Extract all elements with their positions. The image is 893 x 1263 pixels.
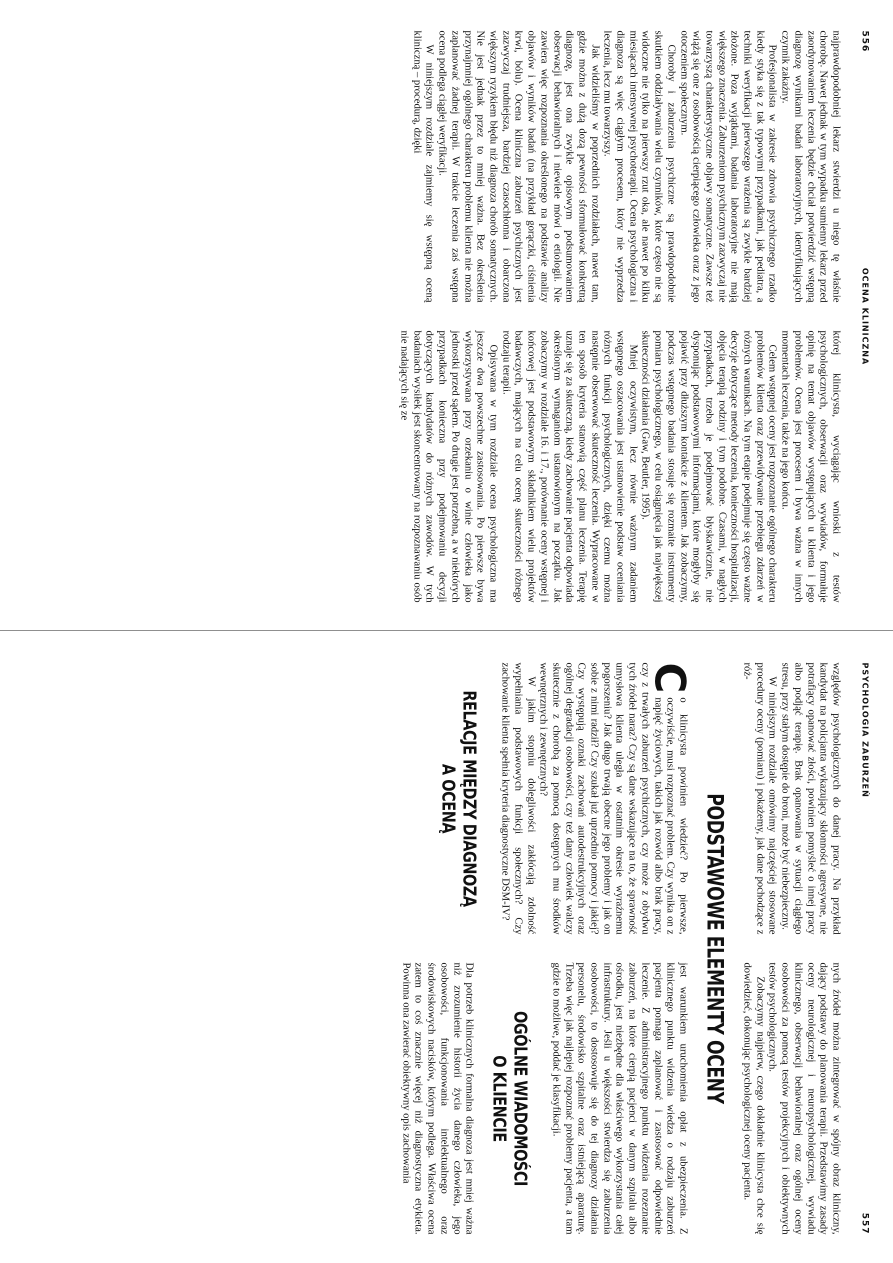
running-head: OCENA KLINICZNA bbox=[860, 267, 869, 365]
section-title: PODSTAWOWE ELEMENTY OCENY bbox=[701, 792, 726, 1104]
page-557 bbox=[0, 632, 893, 1263]
section-title-block bbox=[687, 662, 743, 1234]
column-left-top bbox=[739, 662, 841, 934]
paragraph: najprawdopodobniej lekarz stwierdzi u niego tę właśnie chorobę. Nawet jednak w tym wypadku sumienny lekarz przed zaordynowaniem leczenia będzie chciał potwierdzić wstępną diagnozę wynikami badań laboratoryjnych, identyfikujących czynnik zakaźny. bbox=[779, 30, 841, 302]
paragraph: nych źródeł można zintegrować w spójny obraz kliniczny, dający podstawy do planowania terapii. Przedstawimy zasady oceny neurologicznej i neuropsychologicznej, wywiadu klinicznego, obserwacji behawioralnej oraz ogólnej oceny osobowości za pomocą testów projekcyjnych i obiektywnych testów psychologicznych. bbox=[766, 962, 841, 1234]
subsection-title-line: A OCENĄ bbox=[437, 763, 459, 833]
column-left-bottom bbox=[423, 662, 694, 934]
page-header bbox=[853, 30, 869, 602]
paragraph: Profesjonalista w zakresie zdrowia psychicznego rzadko kiedy styka się z tak typowymi przypadkami, jak pediatra, a techniki weryfikacji pierwszego wrażenia są zwykle bardziej złożone. Poza wyjątkami, badania laboratoryjne nie mają większego znaczenia. Zaburzeniom psychicznym zazwyczaj nie towarzyszą charakterystyczne objawy somatyczne. Zawsze też wiążą się one z osobowością cierpiącego człowieka oraz z jego otoczeniem społecznym. bbox=[677, 30, 778, 302]
subsection-title bbox=[488, 989, 530, 1207]
page-divider bbox=[0, 630, 893, 631]
paragraph: Jak widzieliśmy w poprzednich rozdziałach, nawet tam, gdzie można z dużą dozą pewności sformułować konkretną diagnozę, jest ona zwykle opisowym podsumowaniem obserwacji behawioralnych i niewiele mówi o etiologii. Nie zawiera więc rozpoznania określonego na podstawie analizy objawów i wyników badań (na przykład gorączki, ciśnienia krwi, bólu). Ocena kliniczna zaburzeń psychicznych jest zazwyczaj trudniejsza, bardziej czasochłonna i obarczona większym ryzykiem błędu niż diagnoza chorób somatycznych. Nie jest jednak przez to mniej ważna. Bez określenia przynajmniej ogólnego charakteru problemu klienta nie można zaplanować żadnej terapii. W trakcie leczenia zaś wstępna ocena podlega ciągłej weryfikacji. bbox=[436, 30, 600, 302]
paragraph: Choroby i zaburzenia psychiczne są prawdopodobnie skutkiem oddziaływania wielu czynników, które często nie są widoczne nie tylko na pierwszy rzut oka, ale nawet po kilku miesiącach intensywnej psychoterapii. Ocena psychologiczna i diagnoza są więc ciągłym procesem, który nie wyprzedza leczenia, lecz mu towarzyszy. bbox=[601, 30, 676, 302]
page-number: 557 bbox=[859, 1212, 869, 1234]
paragraph bbox=[536, 662, 694, 934]
subsection-title-line: RELACJE MIĘDZY DIAGNOZĄ bbox=[458, 689, 480, 907]
paragraph: W niniejszym rozdziale omówimy najczęściej stosowane procedury oceny (pomiaru) i pokażemy, jak dane pochodzące z róż- bbox=[741, 662, 778, 934]
subsection-title-line: OGÓLNE WIADOMOŚCI bbox=[509, 1010, 531, 1186]
paragraph: jest warunkiem uruchomienia opłat z ubezpieczenia. Z klinicznego punktu widzenia wiedza o rodzaju zaburzeń pacjenta pomaga zaplanować i zastosować odpowiednie leczenie. Z administracyjnego punktu widzenia rozeznanie zaburzeń, na które cierpią pacjenci w danym szpitalu albo ośrodku, jest niezbędne dla właściwego wykorzystania całej infrastruktury. Jeśli u większości stwierdza się zaburzenia osobowości, to dostosowuje się do tej diagnozy działania personelu, środowisko szpitalne oraz istniejącą aparaturę. Trzeba więc jak najlepiej rozpoznać problemy pacjenta, a tam gdzie to możliwe, poddać je klasyfikacji. bbox=[549, 962, 688, 1234]
paragraph: W jakim stopniu dolegliwości zakłócają zdolność wypełniania podstawowych funkcji społecznych? Czy zachowanie klienta spełnia kryteria diagnostyczne DSM-IV? bbox=[499, 662, 536, 934]
paragraph: Opisywana w tym rozdziale ocena psychologiczna ma jeszcze dwa powszechne zastosowania. Po pierwsze bywa wykorzystywana przy orzekaniu o winie człowieka jako jednostki przed sądem. Po drugie jest potrzebna, a w niektórych przypadkach konieczna przy podejmowaniu decyzji dotyczących kandydatów do różnych zawodów. W tych badaniach wysiłek jest skoncentrowany na rozpoznawaniu osób nie nadających się ze bbox=[398, 330, 499, 602]
paragraph: Mniej oczywistym, lecz równie ważnym zadaniem wstępnego oszacowania jest ustanowienie podstaw oceniania różnych funkcji psychologicznych, dzięki czemu można następnie obserwować skuteczność leczenia. Wypracowane w ten sposób kryteria stanowią część planu leczenia. Terapię uznaje się za skuteczną, kiedy zachowanie pacjenta odpowiada określonym wymaganiom ustanowionym na początku. Jak zobaczymy w rozdziale 16. i 17., porównanie oceny wstępnej i końcowej jest podstawowym składnikiem wielu projektów badawczych, mających na celu ocenę skuteczności różnego rodzaju terapii. bbox=[499, 330, 638, 602]
page-number: 556 bbox=[859, 30, 869, 52]
column-left bbox=[409, 30, 841, 302]
paragraph: względów psychologicznych do danej pracy. Na przykład kandydat na policjanta wykazujący skłonności agresywne, nie potrafiący opanować złości, powinien pomyśleć o innej pracy albo podjąć terapię. Brak opanowania w sytuacji ciągłego stresu, przy stałym dostępie do broni, może być niebezpieczny. bbox=[779, 662, 841, 934]
column-right-bottom bbox=[398, 962, 688, 1234]
drop-cap: C bbox=[645, 662, 694, 693]
page-header bbox=[853, 662, 869, 1234]
paragraph: W niniejszym rozdziale zajmiemy się wstępną oceną kliniczną – procedurą, dzięki bbox=[410, 30, 435, 302]
subsection-title-line: O KLIENCIE bbox=[488, 1054, 510, 1142]
column-right-top bbox=[739, 962, 841, 1234]
subsection-title bbox=[437, 689, 479, 907]
column-right bbox=[396, 330, 841, 602]
running-head: PSYCHOLOGIA ZABURZEŃ bbox=[860, 662, 869, 798]
paragraph: Dla potrzeb klinicznych formalna diagnoza jest mniej ważna niż zrozumienie historii życia danego człowieka, jego osobowości, funkcjonowania intelektualnego oraz środowiskowych nacisków, którym podlega. Właściwa ocena zatem to coś znacznie więcej niż diagnostyczna etykieta. Powinna ona zawierać obiektywny opis zachowania bbox=[399, 962, 475, 1234]
paragraph: Celem wstępnej oceny jest rozpoznanie ogólnego charakteru problemów klienta oraz przewidywanie przebiegu zdarzeń w różnych warunkach. Na tym etapie podejmuje się często ważne decyzje dotyczące metody leczenia, konieczności hospitalizacji, objęcia terapią rodziny i tym podobne. Czasami, w nagłych przypadkach, trzeba je podejmować błyskawicznie, nie dysponując podstawowymi informacjami, które mogłyby się pojawić przy dłuższym kontakcie z klientem. Jak zobaczymy, podczas wstępnego badania stosuje się rozmaite instrumenty pomiaru psychologicznego, w celu osiągnięcia jak największej skuteczności działania (Gaw, Beutler, 1995). bbox=[639, 330, 778, 602]
paragraph-text: o klinicysta powinien wiedzieć? Po pierwsze, oczywiście, musi rozpoznać problem. Czy wynika on z napięć życiowych, takich jak rozwód albo brak pracy, czy z trwałych zaburzeń psychicznych, czy może z obydwu tych źródeł naraz? Czy są dane wskazujące na to, że sprawność umysłowa klienta uległa w ostatnim okresie wyraźnemu pogorszeniu? Jak długo trwają obecne jego problemy i jak on sobie z nimi radził? Czy szukał już uprzednio pomocy i jakiej? Czy występują oznaki zachowań autodestrukcyjnych oraz ogólnej degradacji osobowości, czy też dany człowiek walczy skutecznie z chorobą za pomocą dostępnych mu środków wewnętrznych i zewnętrznych? bbox=[537, 662, 688, 934]
paragraph: której klinicysta, wyciągając wnioski z testów psychologicznych, obserwacji oraz wywiadów, formułuje opinię na temat objawów występujących u klienta i jego problemów. Ocena jest procesem i bywa ważna w innych momentach leczenia, także na jego końcu. bbox=[779, 330, 841, 602]
paragraph: Zobaczymy najpierw, czego dokładnie klinicysta chce się dowiedzieć, dokonując psychologicznej oceny pacjenta. bbox=[741, 962, 765, 1234]
